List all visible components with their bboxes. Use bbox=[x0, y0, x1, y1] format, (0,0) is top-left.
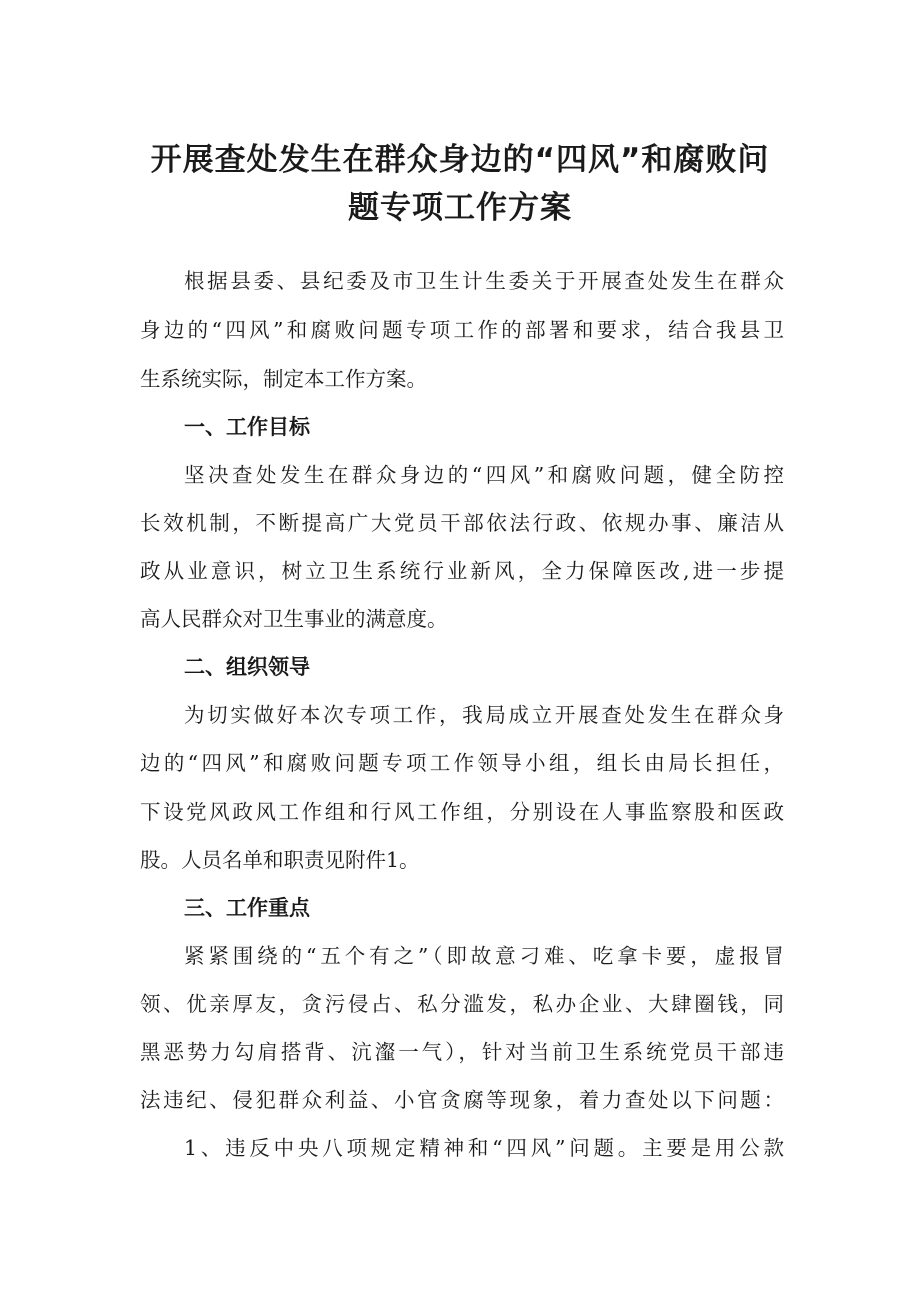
document-title-line-1: 开展查处发生在群众身边的“四风”和腐败问 bbox=[150, 142, 770, 178]
section-2-heading: 二、组织领导 bbox=[184, 655, 310, 679]
section-3-line-2: 领、优亲厚友，贪污侵占、私分滥发，私办企业、大肆圈钱，同 bbox=[140, 992, 784, 1016]
section-1-line-3: 政从业意识，树立卫生系统行业新风，全力保障医改,进一步提 bbox=[140, 559, 784, 583]
intro-line-2: 身边的“四风”和腐败问题专项工作的部署和要求，结合我县卫 bbox=[140, 318, 784, 342]
section-2-line-2: 边的“四风”和腐败问题专项工作领导小组，组长由局长担任， bbox=[140, 751, 784, 775]
section-1-line-2: 长效机制，不断提高广大党员干部依法行政、依规办事、廉洁从 bbox=[140, 511, 784, 535]
section-1-heading: 一、工作目标 bbox=[184, 415, 310, 439]
section-3-line-1: 紧紧围绕的“五个有之”（即故意刁难、吃拿卡要，虚报冒 bbox=[184, 944, 784, 968]
section-2-line-1: 为切实做好本次专项工作，我局成立开展查处发生在群众身 bbox=[184, 703, 784, 727]
intro-line-3: 生系统实际，制定本工作方案。 bbox=[140, 367, 427, 391]
section-2-line-3: 下设党风政风工作组和行风工作组，分别设在人事监察股和医政 bbox=[140, 800, 784, 824]
section-3-heading: 三、工作重点 bbox=[184, 896, 310, 920]
section-3-line-4: 法违纪、侵犯群众利益、小官贪腐等现象，着力查处以下问题： bbox=[140, 1088, 784, 1112]
section-1-line-1: 坚决查处发生在群众身边的“四风”和腐败问题，健全防控 bbox=[184, 463, 784, 487]
intro-line-1: 根据县委、县纪委及市卫生计生委关于开展查处发生在群众 bbox=[184, 269, 784, 293]
section-3-line-3: 黑恶势力勾肩搭背、沆瀣一气），针对当前卫生系统党员干部违 bbox=[140, 1040, 784, 1064]
document-title-line-2: 题专项工作方案 bbox=[348, 190, 572, 226]
section-2-line-4: 股。人员名单和职责见附件1。 bbox=[140, 848, 420, 872]
section-1-line-4: 高人民群众对卫生事业的满意度。 bbox=[140, 607, 448, 631]
section-3-item-1: 1、违反中央八项规定精神和“四风”问题。主要是用公款 bbox=[184, 1136, 784, 1160]
